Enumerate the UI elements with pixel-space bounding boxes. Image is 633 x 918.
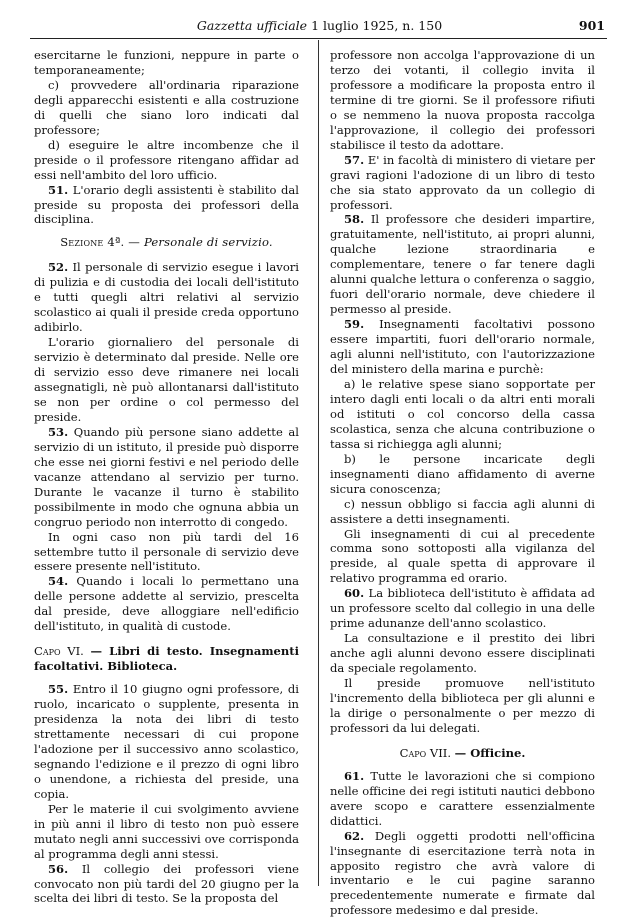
- article-54: [34, 574, 299, 634]
- article-57: [330, 153, 595, 213]
- paragraph: d) eseguire le altre incombenze che il preside o il professore ritengano affidar ad essi nell'ambito del loro ufficio.: [34, 137, 299, 182]
- paragraph: L'orario giornaliero del personale di servizio è determinato dal preside. Nelle ore di servizio esso deve rimanere nei locali assegnatigli, nè può allontanarsi dall'istituto se non per ordine o col permesso del preside.: [34, 335, 299, 424]
- article-number: 54.: [48, 574, 69, 589]
- page-number: 901: [578, 18, 605, 33]
- chapter-label: Capo VI.: [34, 644, 84, 659]
- article-number: 61.: [344, 768, 365, 783]
- article-number: 60.: [344, 586, 365, 601]
- section-heading: Sezione 4ª. — Personale di servizio.: [60, 235, 273, 250]
- article-text: Insegnamenti facoltativi possono essere impartiti, fuori dell'orario normale, agli alunni nell'istituto, con l'autorizzazione del ministero della marina e purchè:: [330, 317, 595, 377]
- paragraph: La consultazione e il prestito dei libri anche agli alunni devono essere disciplinati da speciale regolamento.: [330, 631, 595, 676]
- article-number: 52.: [48, 260, 69, 275]
- article-number: 59.: [344, 317, 365, 332]
- article-text: Degli oggetti prodotti nell'officina l'insegnante di esercitazione terrà nota in apposito registro che avrà valore di inventario e le cui pagine saranno precedentemente numerate e firmate dal professore medesimo e dal preside.: [330, 828, 596, 918]
- paragraph: esercitarne le funzioni, neppure in parte o temporaneamente;: [34, 48, 299, 77]
- section-label: Sezione 4ª.: [60, 235, 125, 250]
- header-date: 1 luglio 1925, n. 150: [311, 18, 443, 33]
- article-text: Quando i locali lo permettano una delle persone addette al servizio, prescelta dal preside, deve alloggiare nell'edificio dell'istituto, in qualità di custode.: [34, 574, 299, 634]
- article-number: 56.: [48, 861, 69, 876]
- left-column: [34, 48, 299, 906]
- article-number: 53.: [48, 424, 69, 439]
- article-text: Il personale di servizio esegue i lavori di pulizia e di custodia dei locali dell'istituto e tutti quegli altri relativi al servizio scolastico ai quali il preside creda opportuno adibirlo.: [34, 260, 299, 335]
- article-61: [330, 769, 595, 829]
- article-text: La biblioteca dell'istituto è affidata ad un professore scelto dal collegio in una delle prime adunanze dell'anno scolastico.: [330, 586, 595, 631]
- chapter-title: — Officine.: [454, 745, 526, 760]
- chapter-title: — Libri di testo. Insegnamenti facoltativi. Biblioteca.: [34, 644, 299, 674]
- article-51: [34, 183, 299, 228]
- header-rule: [30, 38, 607, 39]
- chapter-label: Capo VII.: [399, 745, 451, 760]
- paragraph: Il preside promuove nell'istituto l'incremento della biblioteca per gli alunni e la dirige o personalmente o per mezzo di professori da lui delegati.: [330, 676, 595, 735]
- column-divider: [318, 40, 319, 886]
- right-column: [330, 48, 595, 918]
- article-59: [330, 317, 595, 377]
- article-55: [34, 682, 299, 802]
- page-header: [34, 18, 605, 38]
- article-number: 62.: [344, 828, 365, 843]
- article-text: Tutte le lavorazioni che si compiono nelle officine dei regi istituti nautici debbono avere scopo e carattere essenzialmente didattici.: [330, 768, 596, 828]
- article-52: [34, 260, 299, 335]
- article-58: [330, 212, 595, 317]
- paragraph: Per le materie il cui svolgimento avviene in più anni il libro di testo non può essere mutato negli anni successivi ove corrisponda al programma degli anni stessi.: [34, 801, 299, 861]
- paragraph: Gli insegnamenti di cui al precedente comma sono sottoposti alla vigilanza del preside, al quale spetta di approvare il relativo programma ed orario.: [330, 526, 595, 586]
- article-text: L'orario degli assistenti è stabilito dal preside su proposta dei professori della disciplina.: [34, 182, 299, 227]
- article-number: 57.: [344, 152, 365, 167]
- article-number: 51.: [48, 182, 69, 197]
- header-title: Gazzetta ufficiale: [196, 18, 308, 33]
- paragraph: a) le relative spese siano sopportate per intero dagli enti locali o da altri enti morali od istituti o col concorso della cassa scolastica, senza che alcuna contribuzione o tassa si richiegga agli alunni;: [330, 376, 595, 451]
- article-number: 55.: [48, 682, 69, 697]
- header-title-line: [34, 18, 605, 33]
- article-60: [330, 586, 595, 631]
- chapter-heading: [34, 644, 299, 674]
- article-text: E' in facoltà di ministero di vietare per gravi ragioni l'adozione di un libro di testo che sia stato approvato da un collegio di professori.: [330, 152, 595, 212]
- paragraph: In ogni caso non più tardi del 16 settembre tutto il personale di servizio deve essere presente nell'istituto.: [34, 529, 299, 574]
- article-text: Il professore che desideri impartire, gratuitamente, nell'istituto, ai propri alunni, qualche lezione straordinaria e complementare, tenere o far tenere dagli alunni qualche lettura o conferenza o saggio, fuori dell'orario normale, deve chiedere il permesso al preside.: [330, 212, 595, 317]
- section-title: Personale di servizio.: [143, 235, 273, 250]
- paragraph: b) le persone incaricate degli insegnamenti diano affidamento di averne sicura conoscenza;: [330, 451, 595, 496]
- article-text: Entro il 10 giugno ogni professore, di ruolo, incaricato o supplente, presenta in presidenza la nota dei libri di testo strettamente necessari di cui propone l'adozione per il successivo anno scolastico, segnando l'edizione e il prezzo di ogni libro o unendone, a richiesta del preside, una copia.: [34, 682, 299, 801]
- paragraph: c) provvedere all'ordinaria riparazione degli apparecchi esistenti e alla costruzione di quelli che siano loro indicati dal professore;: [34, 77, 299, 137]
- chapter-heading: [330, 746, 595, 761]
- article-53: [34, 425, 299, 530]
- article-number: 58.: [344, 212, 365, 227]
- article-text: Il collegio dei professori viene convocato non più tardi del 20 giugno per la scelta dei libri di testo. Se la proposta del: [34, 861, 299, 906]
- paragraph: c) nessun obbligo si faccia agli alunni di assistere a detti insegnamenti.: [330, 496, 595, 526]
- article-62: [330, 829, 595, 918]
- paragraph: professore non accolga l'approvazione di un terzo dei votanti, il collegio invita il professore a modificare la proposta entro il termine di tre giorni. Se il professore rifiuti o se nemmeno la nuova proposta raccolga l'approvazione, il collegio dei professori stabilisce il testo da adottare.: [330, 48, 595, 152]
- article-text: Quando più persone siano addette al servizio di un istituto, il preside può disporre che esse nei giorni festivi e nel periodo delle vacanze attendano al servizio per turno. Durante le vacanze il turno è stabilito possibilmente in modo che ognuna abbia un congruo periodo non interrotto di congedo.: [34, 424, 299, 529]
